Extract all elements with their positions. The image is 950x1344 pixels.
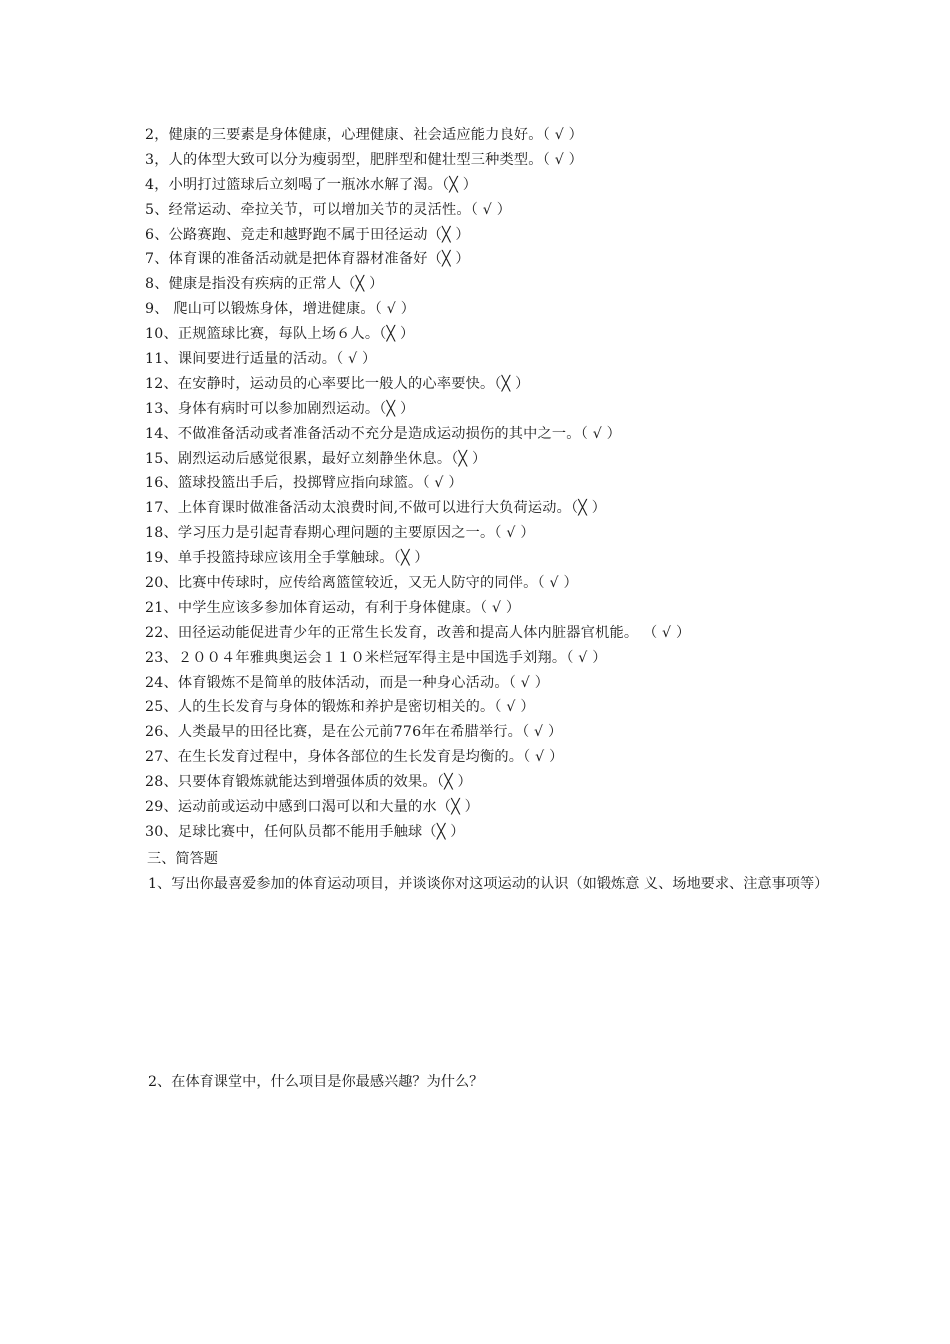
list-item: 3，人的体型大致可以分为瘦弱型，肥胖型和健壮型三种类型。（ √ ） (145, 151, 584, 168)
true-false-list (145, 123, 845, 845)
list-item: 10、正规篮球比赛，每队上场６人。（╳ ） (145, 326, 415, 343)
list-item: 9、 爬山可以锻炼身体，增进健康。（ √ ） (145, 301, 416, 318)
short-answer-question-1: 1、写出你最喜爱参加的体育运动项目，并谈谈你对这项运动的认识（如锻炼意 义、场地要求、注意事项等） (148, 876, 829, 892)
list-item: 17、上体育课时做准备活动太浪费时间,不做可以进行大负荷运动。（╳ ） (145, 500, 607, 517)
list-item: 18、学习压力是引起青春期心理问题的主要原因之一。（ √ ） (145, 525, 535, 542)
list-item: 30、足球比赛中，任何队员都不能用手触球（╳ ） (145, 823, 465, 840)
list-item: 28、只要体育锻炼就能达到增强体质的效果。（╳ ） (145, 774, 472, 791)
list-item: 4，小明打过篮球后立刻喝了一瓶冰水解了渴。（╳ ） (145, 176, 478, 193)
short-answer-question-2: 2、在体育课堂中，什么项目是你最感兴趣？为什么？ (148, 1074, 484, 1090)
list-item: 7、体育课的准备活动就是把体育器材准备好（╳ ） (145, 251, 470, 268)
list-item: 11、课间要进行适量的活动。（ √ ） (145, 351, 377, 368)
list-item: 19、单手投篮持球应该用全手掌触球。（╳ ） (145, 550, 429, 567)
list-item: 22、田径运动能促进青少年的正常生长发育，改善和提高人体内脏器官机能。 （ √ ） (145, 624, 691, 641)
list-item: 15、剧烈运动后感觉很累，最好立刻静坐休息。（╳ ） (145, 450, 487, 467)
list-item: 12、在安静时，运动员的心率要比一般人的心率要快。（╳ ） (145, 375, 530, 392)
list-item: 20、比赛中传球时，应传给离篮筐较近，又无人防守的同伴。（ √ ） (145, 575, 578, 592)
list-item: 25、人的生长发育与身体的锻炼和养护是密切相关的。（ √ ） (145, 699, 535, 716)
list-item: 8、健康是指没有疾病的正常人（╳ ） (145, 276, 384, 293)
list-item: 29、运动前或运动中感到口渴可以和大量的水（╳ ） (145, 799, 480, 816)
list-item: 27、在生长发育过程中，身体各部位的生长发育是均衡的。（ √ ） (145, 749, 564, 766)
list-item: 6、公路赛跑、竞走和越野跑不属于田径运动（╳ ） (145, 226, 470, 243)
section-title: 三、简答题 (147, 851, 218, 867)
list-item: 21、中学生应该多参加体育运动，有利于身体健康。（ √ ） (145, 599, 521, 616)
list-item: 2，健康的三要素是身体健康，心理健康、社会适应能力良好。（ √ ） (145, 127, 584, 143)
list-item: 5、经常运动、牵拉关节，可以增加关节的灵活性。（ √ ） (145, 201, 512, 218)
list-item: 13、身体有病时可以参加剧烈运动。（╳ ） (145, 400, 415, 417)
list-item: 16、篮球投篮出手后，投掷臂应指向球篮。（ √ ） (145, 475, 463, 492)
list-item: 23、２００４年雅典奥运会１１０米栏冠军得主是中国选手刘翔。（ √ ） (145, 649, 607, 666)
list-item: 14、不做准备活动或者准备活动不充分是造成运动损伤的其中之一。（ √ ） (145, 425, 622, 442)
list-item: 26、人类最早的田径比赛，是在公元前776年在希腊举行。（ √ ） (145, 724, 563, 741)
list-item: 24、体育锻炼不是简单的肢体活动，而是一种身心活动。（ √ ） (145, 674, 550, 691)
